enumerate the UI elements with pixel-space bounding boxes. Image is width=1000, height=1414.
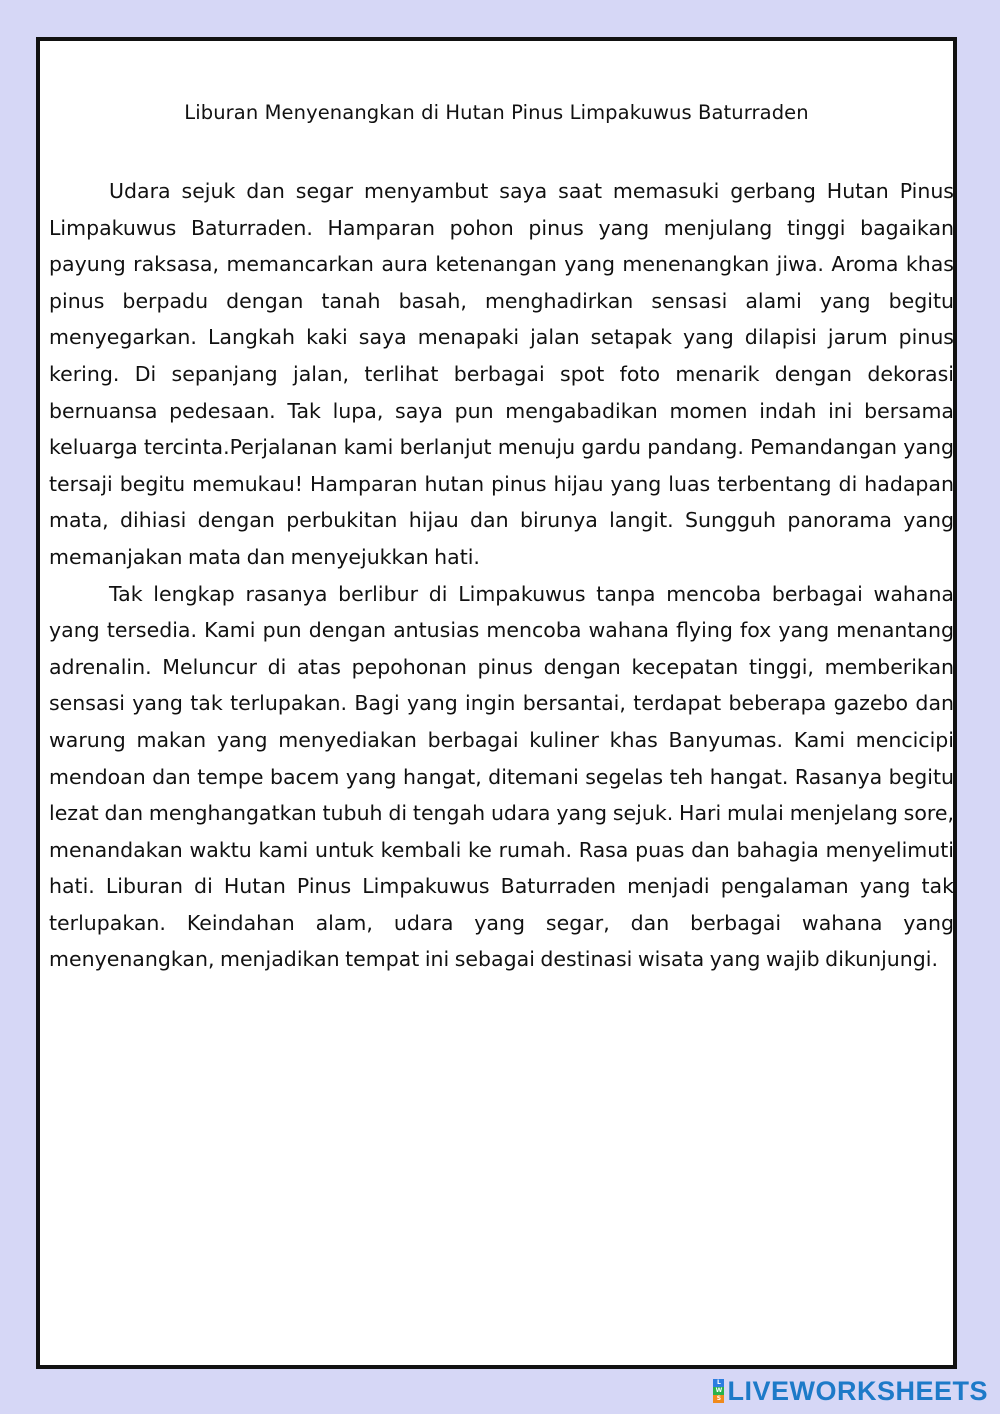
- logo-badge-letter-1: L: [713, 1379, 724, 1387]
- logo-badge-icon: [713, 1379, 724, 1403]
- logo-badge-letter-2: W: [713, 1387, 724, 1395]
- paragraph-2: Tak lengkap rasanya berlibur di Limpakuwus tanpa mencoba berbagai wahana yang tersedia. Kami pun dengan antusias mencoba wahana flying fox yang menantang adrenalin. Meluncur di atas pepohonan pinus dengan kecepatan tinggi, memberikan sensasi yang tak terlupakan. Bagi yang ingin bersantai, terdapat beberapa gazebo dan warung makan yang menyediakan berbagai kuliner khas Banyumas. Kami mencicipi mendoan dan tempe bacem yang hangat, ditemani segelas teh hangat. Rasanya begitu lezat dan menghangatkan tubuh di tengah udara yang sejuk. Hari mulai menjelang sore, menandakan waktu kami untuk kembali ke rumah. Rasa puas dan bahagia menyelimuti hati. Liburan di Hutan Pinus Limpakuwus Baturraden menjadi pengalaman yang tak terlupakan. Keindahan alam, udara yang segar, dan berbagai wahana yang menyenangkan, menjadikan tempat ini sebagai destinasi wisata yang wajib dikunjungi.: [49, 581, 954, 972]
- paragraph-1: Udara sejuk dan segar menyambut saya saat memasuki gerbang Hutan Pinus Limpakuwus Baturraden. Hamparan pohon pinus yang menjulang tinggi bagaikan payung raksasa, memancarkan aura ketenangan yang menenangkan jiwa. Aroma khas pinus berpadu dengan tanah basah, menghadirkan sensasi alami yang begitu menyegarkan. Langkah kaki saya menapaki jalan setapak yang dilapisi jarum pinus kering. Di sepanjang jalan, terlihat berbagai spot foto menarik dengan dekorasi bernuansa pedesaan. Tak lupa, saya pun mengabadikan momen indah ini bersama keluarga tercinta.Perjalanan kami berlanjut menuju gardu pandang. Pemandangan yang tersaji begitu memukau! Hamparan hutan pinus hijau yang luas terbentang di hadapan mata, dihiasi dengan perbukitan hijau dan birunya langit. Sungguh panorama yang memanjakan mata dan menyejukkan hati.: [49, 179, 954, 569]
- logo-badge-letter-3: S: [713, 1395, 724, 1403]
- document-title: Liburan Menyenangkan di Hutan Pinus Limpakuwus Baturraden: [184, 101, 809, 124]
- logo-text: LIVEWORKSHEETS: [727, 1375, 988, 1406]
- document-body: [49, 173, 954, 978]
- liveworksheets-logo[interactable]: [713, 1376, 988, 1406]
- worksheet-page: [36, 37, 957, 1369]
